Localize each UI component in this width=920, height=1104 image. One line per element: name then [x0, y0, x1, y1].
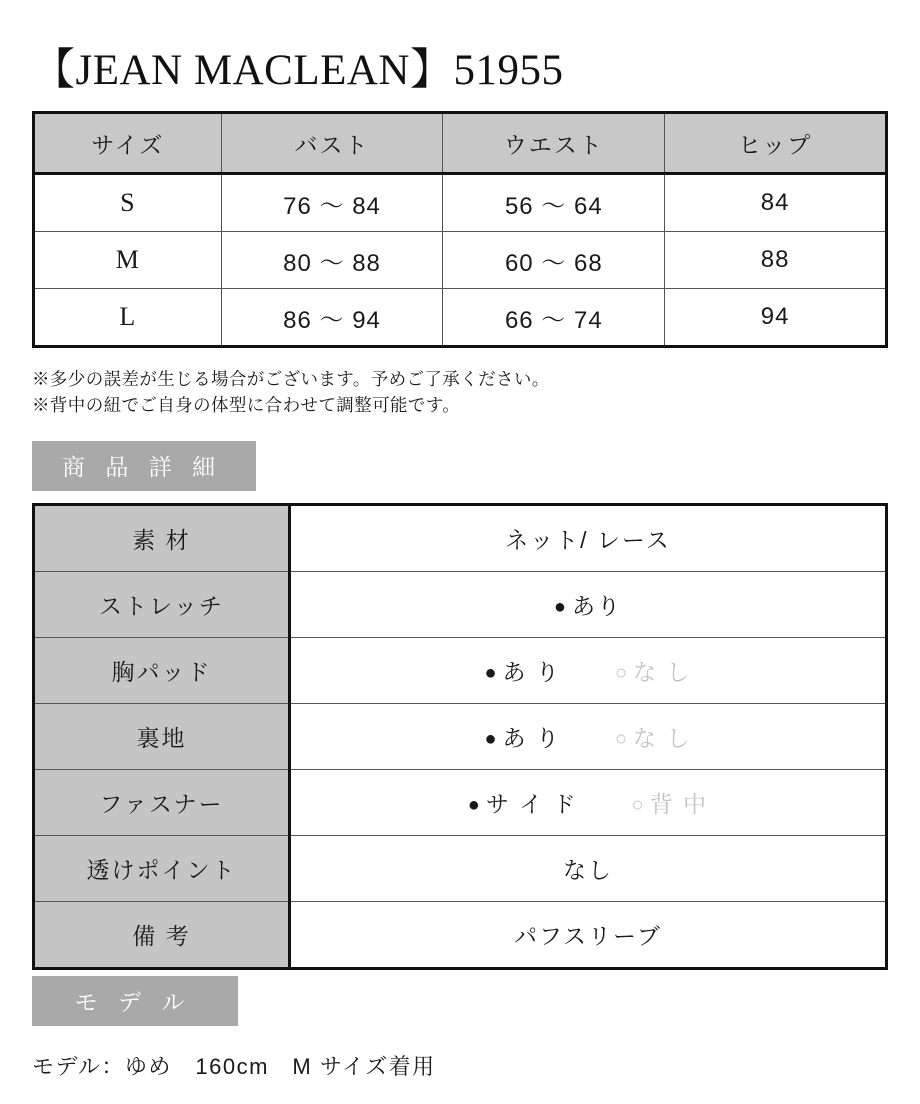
lining-yes-label: あ り [502, 724, 561, 751]
zipper-option-back [632, 786, 708, 819]
table-row [34, 289, 887, 347]
size-table-head [34, 113, 887, 174]
detail-key-stretch: ストレッチ [34, 571, 290, 637]
zipper-back-label: 背 中 [649, 790, 709, 817]
empty-circle-icon: ○ [614, 661, 630, 684]
filled-circle-icon: ● [467, 793, 482, 816]
bust-pad-option-yes [484, 654, 560, 687]
detail-key-bust-pad: 胸パッド [34, 637, 290, 703]
empty-circle-icon: ○ [631, 793, 646, 816]
zipper-option-side [468, 786, 578, 819]
waist-col-header: ウエスト [443, 113, 665, 174]
note-adjustable-strap: ※背中の紐でご自身の体型に合わせて調整可能です。 [32, 395, 461, 416]
table-row [34, 504, 887, 571]
section-heading-product-detail: 商 品 詳 細 [32, 441, 256, 491]
section-heading-model: モ デ ル [32, 976, 238, 1026]
empty-circle-icon: ○ [614, 727, 630, 750]
detail-value-stretch [289, 571, 886, 637]
table-row [34, 637, 887, 703]
size-cell: M [34, 232, 222, 289]
bust-pad-options [291, 654, 885, 687]
size-cell: L [34, 289, 222, 347]
product-detail-table [32, 503, 888, 970]
model-info: モデル：ゆめ 160cm M サイズ着用 [32, 1053, 436, 1079]
detail-key-lining: 裏地 [34, 703, 290, 769]
lining-option-yes [484, 720, 560, 753]
filled-circle-icon: ● [553, 595, 568, 618]
table-row [34, 232, 887, 289]
bust-col-header: バスト [221, 113, 443, 174]
size-cell: S [34, 174, 222, 232]
bust-cell: 80 〜 88 [221, 232, 443, 289]
waist-cell: 60 〜 68 [443, 232, 665, 289]
detail-key-sheer-point: 透けポイント [34, 835, 290, 901]
table-row [34, 571, 887, 637]
size-col-header: サイズ [34, 113, 222, 174]
lining-options [291, 720, 885, 753]
stretch-option-yes [554, 593, 622, 619]
detail-key-material: 素 材 [34, 504, 290, 571]
bust-pad-yes-label: あ り [502, 658, 561, 685]
bust-cell: 76 〜 84 [221, 174, 443, 232]
hip-cell: 84 [665, 174, 887, 232]
zipper-options [291, 786, 885, 819]
waist-cell: 66 〜 74 [443, 289, 665, 347]
detail-value-bust-pad [289, 637, 886, 703]
filled-circle-icon: ● [484, 661, 499, 684]
detail-key-remarks: 備 考 [34, 901, 290, 968]
bust-cell: 86 〜 94 [221, 289, 443, 347]
detail-value-remarks: パフスリーブ [289, 901, 886, 968]
filled-circle-icon: ● [484, 727, 499, 750]
notes-block [32, 366, 888, 419]
detail-key-zipper: ファスナー [34, 769, 290, 835]
lining-no-label: な し [633, 724, 692, 751]
table-row [34, 835, 887, 901]
detail-value-zipper [289, 769, 886, 835]
page-title: 【JEAN MACLEAN】51955 [32, 47, 564, 94]
detail-value-lining [289, 703, 886, 769]
hip-cell: 88 [665, 232, 887, 289]
table-row [34, 703, 887, 769]
table-row [34, 901, 887, 968]
zipper-side-label: サ イ ド [485, 790, 578, 817]
hip-cell: 94 [665, 289, 887, 347]
stretch-option-label: あり [571, 592, 622, 619]
size-table-body [34, 174, 887, 347]
detail-value-material: ネット/ レース [289, 504, 886, 571]
waist-cell: 56 〜 64 [443, 174, 665, 232]
table-header-row [34, 113, 887, 174]
table-row [34, 174, 887, 232]
table-row [34, 769, 887, 835]
lining-option-no [615, 720, 691, 753]
bust-pad-no-label: な し [633, 658, 692, 685]
size-table [32, 111, 888, 348]
hip-col-header: ヒップ [665, 113, 887, 174]
bust-pad-option-no [615, 654, 691, 687]
product-detail-body [34, 504, 887, 968]
note-tolerance: ※多少の誤差が生じる場合がございます。予めご了承ください。 [32, 369, 550, 389]
detail-value-sheer-point: なし [289, 835, 886, 901]
